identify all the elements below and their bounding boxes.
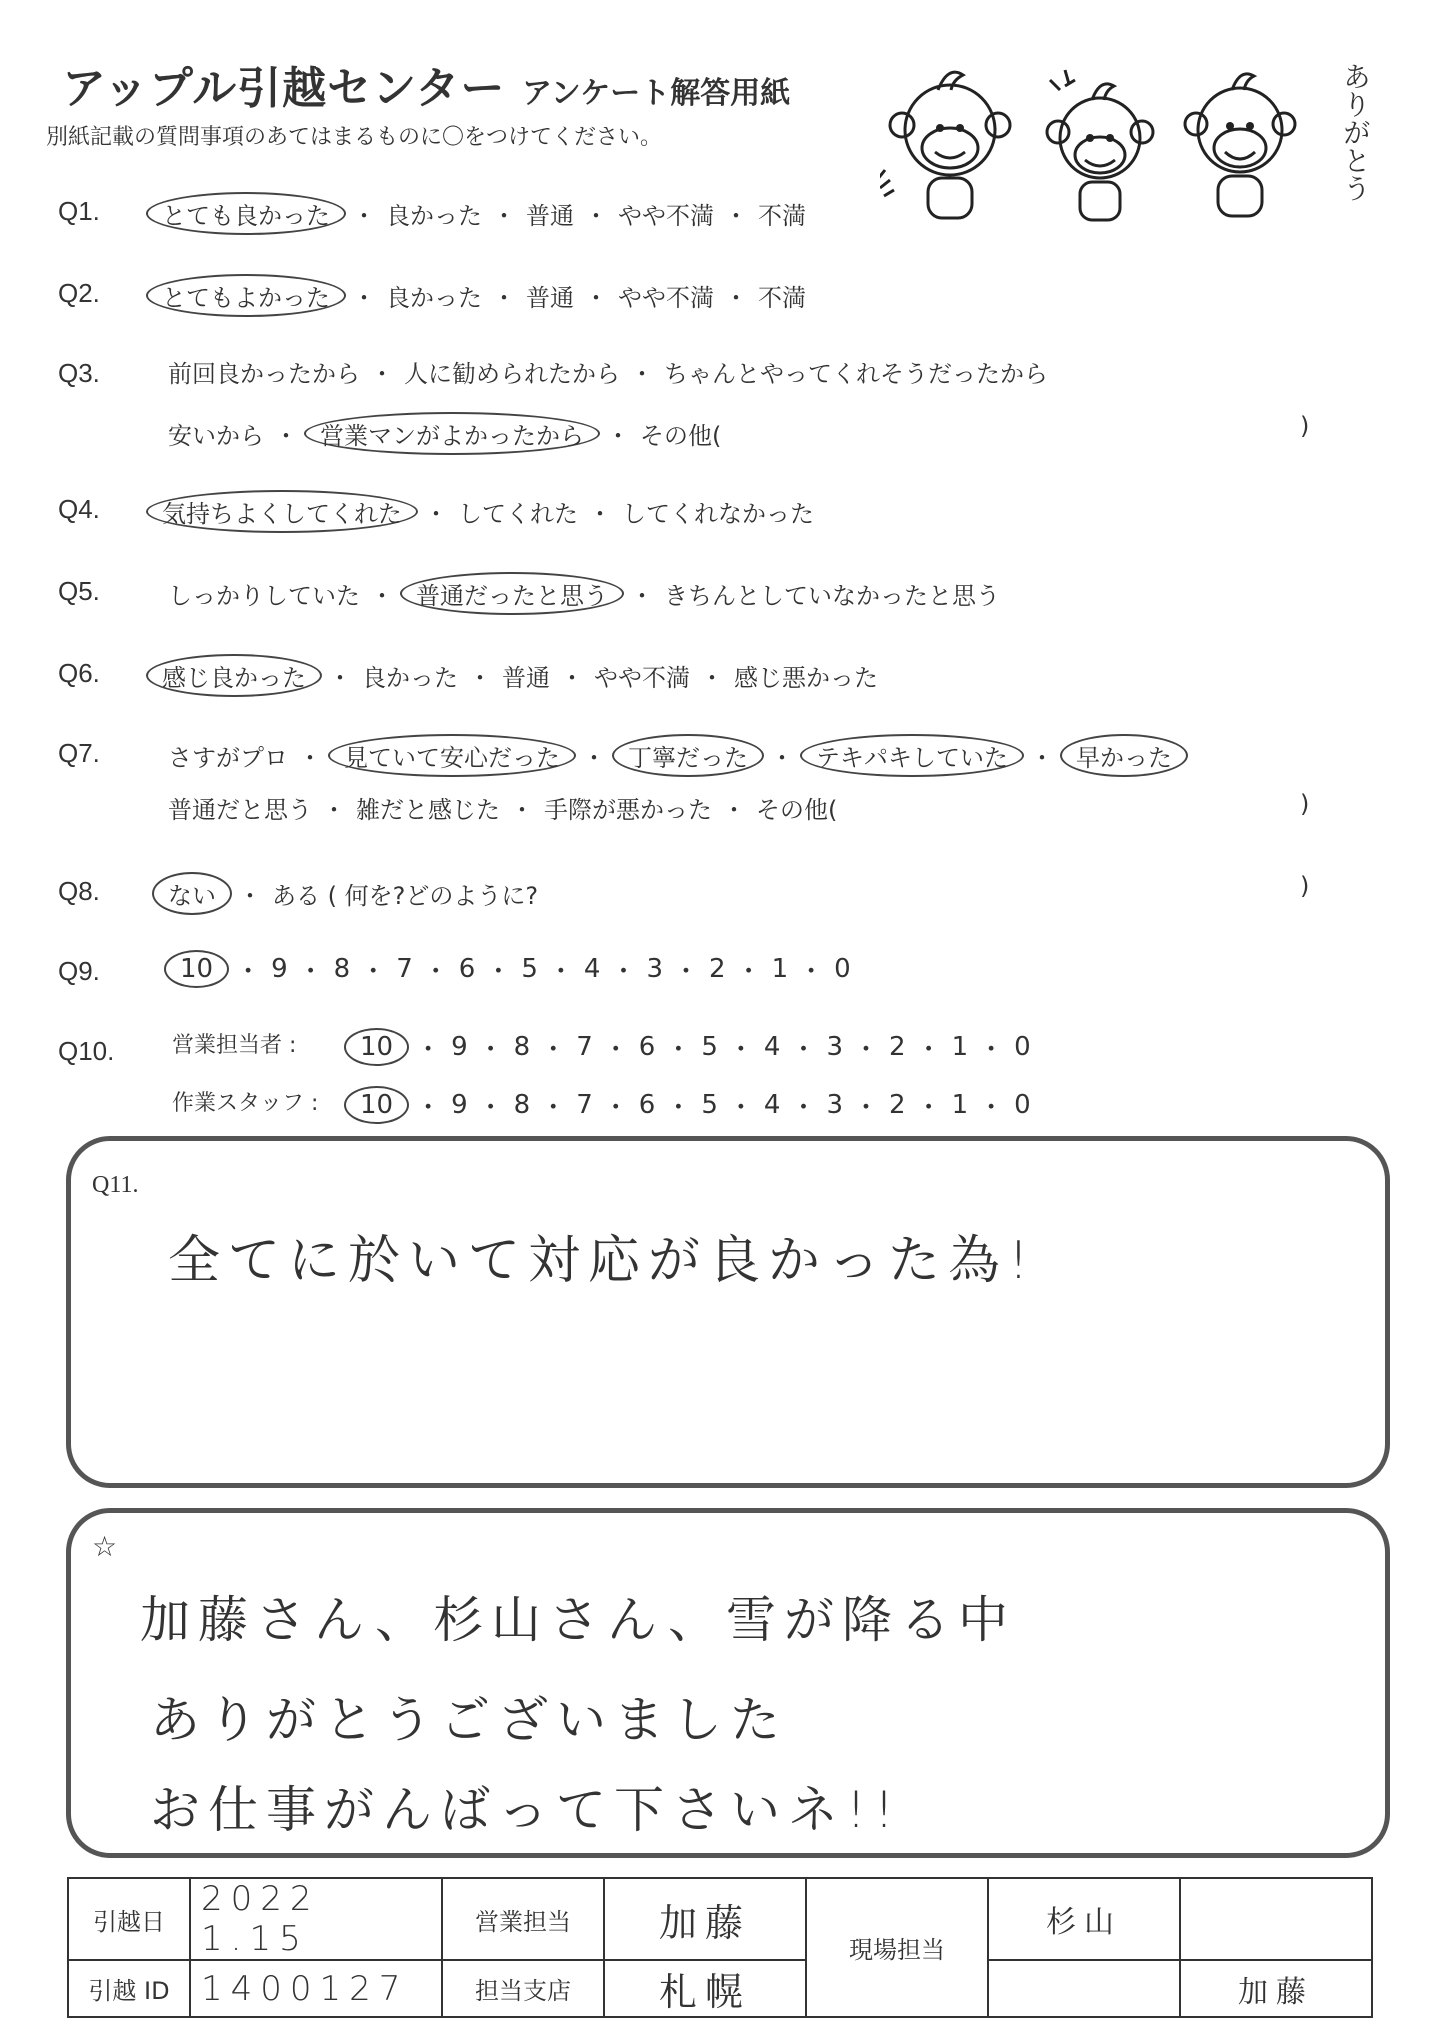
- mascot-monkeys-image: [880, 60, 1320, 230]
- q7-option-8[interactable]: 手際が悪かった: [544, 796, 712, 824]
- q10-staff-score-5[interactable]: 5: [701, 1090, 718, 1120]
- q10-sales-separator: ・: [790, 1034, 817, 1065]
- q3-option-other[interactable]: その他(: [640, 422, 722, 450]
- q9-score-10[interactable]: 10: [164, 950, 229, 988]
- q3-option-2[interactable]: 人に勧められたから: [404, 360, 620, 388]
- q10-sales-score-7[interactable]: 7: [576, 1032, 593, 1062]
- q4-option-3[interactable]: してくれなかった: [622, 500, 814, 528]
- move-id-value[interactable]: 1400127: [190, 1960, 442, 2017]
- move-id-label: 引越 ID: [68, 1960, 190, 2017]
- q2-option-3[interactable]: 普通: [526, 284, 574, 312]
- q7-option-2[interactable]: 見ていて安心だった: [328, 734, 576, 777]
- q10-staff-score-3[interactable]: 3: [826, 1090, 844, 1120]
- q10-staff-score-4[interactable]: 4: [763, 1090, 781, 1120]
- q10-staff-score-8[interactable]: 8: [513, 1090, 531, 1120]
- q9-separator: ・: [735, 956, 762, 987]
- q10-staff-separator: ・: [540, 1092, 567, 1123]
- q9-separator: ・: [798, 956, 825, 987]
- q7-option-7[interactable]: 雑だと感じた: [356, 796, 500, 824]
- q9-separator: ・: [547, 956, 574, 987]
- q10-sales-separator: ・: [415, 1034, 442, 1065]
- q9-separator: ・: [485, 956, 512, 987]
- q10-sales-score-4[interactable]: 4: [763, 1032, 781, 1062]
- q10-sales-score-10[interactable]: 10: [344, 1028, 409, 1066]
- field-staff-label: 現場担当: [806, 1878, 988, 2017]
- q4-label: Q4.: [58, 494, 100, 524]
- q10-staff-separator: ・: [853, 1092, 880, 1123]
- q10-staff-score-1[interactable]: 1: [951, 1090, 969, 1120]
- q9-separator: ・: [360, 956, 387, 987]
- q9-score-9[interactable]: 9: [271, 954, 288, 984]
- comment-line-1[interactable]: 加藤さん、杉山さん、雪が降る中: [140, 1591, 1016, 1649]
- q6-option-5[interactable]: 感じ悪かった: [734, 664, 878, 692]
- q2-label: Q2.: [58, 278, 100, 308]
- q9-separator: ・: [610, 956, 637, 987]
- q2-option-5[interactable]: 不満: [758, 284, 806, 312]
- q10-staff-score-2[interactable]: 2: [889, 1090, 906, 1120]
- q6-label: Q6.: [58, 658, 100, 688]
- q10-sales-score-1[interactable]: 1: [951, 1032, 969, 1062]
- q7-options-line2: 普通だと思う ・ 雑だと感じた ・ 手際が悪かった ・ その他(: [168, 790, 837, 825]
- q10-staff-score-9[interactable]: 9: [451, 1090, 468, 1120]
- q10-sales-score-9[interactable]: 9: [451, 1032, 468, 1062]
- q3-option-4[interactable]: 安いから: [168, 422, 264, 450]
- q6-options: 感じ良かった ・ 良かった ・ 普通 ・ やや不満 ・ 感じ悪かった: [150, 654, 878, 697]
- sales-label: 営業担当: [442, 1878, 604, 1960]
- q10-staff-separator: ・: [790, 1092, 817, 1123]
- q10-staff-scale: [348, 1086, 1031, 1124]
- company-name: アップル引越センター: [62, 63, 506, 114]
- q10-sales-score-6[interactable]: 6: [638, 1032, 656, 1062]
- q1-option-2[interactable]: 良かった: [386, 202, 482, 230]
- q9-separator: ・: [235, 956, 262, 987]
- q9-score-6[interactable]: 6: [458, 954, 476, 984]
- q10-staff-separator: ・: [978, 1092, 1005, 1123]
- q7-option-4[interactable]: テキパキしていた: [800, 734, 1024, 777]
- q10-staff-score-6[interactable]: 6: [638, 1090, 656, 1120]
- footer-table: [67, 1877, 1373, 2018]
- q10-sales-separator: ・: [915, 1034, 942, 1065]
- star-icon: ☆: [92, 1530, 118, 1563]
- q10-staff-separator: ・: [602, 1092, 629, 1123]
- q8-label: Q8.: [58, 876, 100, 906]
- q3-option-3[interactable]: ちゃんとやってくれそうだったから: [664, 360, 1048, 388]
- branch-label: 担当支店: [442, 1960, 604, 2017]
- field-staff-name-1[interactable]: 杉山: [988, 1878, 1180, 1960]
- q9-score-7[interactable]: 7: [396, 954, 413, 984]
- q10-label: Q10.: [58, 1036, 115, 1066]
- q7-close-paren: ): [1300, 790, 1310, 818]
- q6-option-3[interactable]: 普通: [502, 664, 550, 692]
- q3-options-line2: 安いから ・ 営業マンがよかったから ・ その他(: [168, 412, 721, 455]
- q10-staff-score-7[interactable]: 7: [576, 1090, 593, 1120]
- q3-close-paren: ): [1300, 412, 1310, 440]
- move-date-value[interactable]: 2022 1.15: [190, 1878, 442, 1960]
- q8-options: ない ・ ある ( 何を?どのように?: [156, 872, 538, 915]
- q7-option-6[interactable]: 普通だと思う: [168, 796, 312, 824]
- q9-separator: ・: [673, 956, 700, 987]
- q8-option-1[interactable]: ない: [152, 872, 232, 915]
- q9-score-8[interactable]: 8: [333, 954, 351, 984]
- mascot-caption: ありがとう: [1339, 62, 1372, 202]
- q9-score-0[interactable]: 0: [834, 954, 851, 984]
- q10-sales-separator: ・: [665, 1034, 692, 1065]
- q5-label: Q5.: [58, 576, 100, 606]
- q11-answer-text[interactable]: 全てに於いて対応が良かった為!: [168, 1231, 1037, 1291]
- q3-options-line1: 前回良かったから ・ 人に勧められたから ・ ちゃんとやってくれそうだったから: [168, 354, 1048, 389]
- form-title: アンケート解答用紙: [522, 76, 791, 111]
- q2-option-2[interactable]: 良かった: [386, 284, 482, 312]
- q1-option-1[interactable]: とても良かった: [146, 192, 346, 235]
- q9-separator: ・: [422, 956, 449, 987]
- q7-option-other[interactable]: その他(: [756, 796, 838, 824]
- q10-sales-score-0[interactable]: 0: [1014, 1032, 1031, 1062]
- q10-sales-separator: ・: [978, 1034, 1005, 1065]
- q10-sales-scale: [348, 1028, 1031, 1066]
- comment-line-2[interactable]: ありがとうございました: [150, 1691, 788, 1749]
- q8-close-paren: ): [1300, 872, 1310, 900]
- q5-option-1[interactable]: しっかりしていた: [168, 582, 360, 610]
- q5-option-2[interactable]: 普通だったと思う: [400, 572, 624, 615]
- q3-option-5[interactable]: 営業マンがよかったから: [304, 412, 600, 455]
- q4-option-1[interactable]: 気持ちよくしてくれた: [146, 490, 418, 533]
- q10-staff-separator: ・: [415, 1092, 442, 1123]
- q7-option-3[interactable]: 丁寧だった: [612, 734, 764, 777]
- q9-score-5[interactable]: 5: [521, 954, 538, 984]
- q7-option-5[interactable]: 早かった: [1060, 734, 1188, 777]
- q10-staff-separator: ・: [727, 1092, 754, 1123]
- q10-staff-score-0[interactable]: 0: [1014, 1090, 1031, 1120]
- q6-option-4[interactable]: やや不満: [594, 664, 690, 692]
- q7-options-line1: さすがプロ ・ 見ていて安心だった ・ 丁寧だった ・ テキパキしていた ・ 早かった: [168, 734, 1184, 777]
- q3-label: Q3.: [58, 358, 100, 388]
- q10-sales-score-3[interactable]: 3: [826, 1032, 844, 1062]
- q9-score-4[interactable]: 4: [583, 954, 601, 984]
- comment-line-3[interactable]: お仕事がんばって下さいネ!!: [150, 1781, 903, 1839]
- q7-option-1[interactable]: さすがプロ: [168, 744, 288, 772]
- q10-staff-separator: ・: [665, 1092, 692, 1123]
- q6-option-1[interactable]: 感じ良かった: [146, 654, 322, 697]
- q10-sales-separator: ・: [540, 1034, 567, 1065]
- q10-staff-separator: ・: [915, 1092, 942, 1123]
- instruction-text: 別紙記載の質問事項のあてはまるものに〇をつけてください。: [46, 125, 663, 150]
- branch-name[interactable]: 札幌: [604, 1960, 806, 2017]
- q4-options: 気持ちよくしてくれた ・ してくれた ・ してくれなかった: [150, 490, 814, 533]
- q10-staff-separator: ・: [477, 1092, 504, 1123]
- q9-score-1[interactable]: 1: [771, 954, 789, 984]
- q10-staff-label: 作業スタッフ :: [172, 1091, 319, 1116]
- q5-options: しっかりしていた ・ 普通だったと思う ・ きちんとしていなかったと思う: [168, 572, 1000, 615]
- q1-options: とても良かった ・ 良かった ・ 普通 ・ やや不満 ・ 不満: [150, 192, 806, 235]
- q10-sales-separator: ・: [727, 1034, 754, 1065]
- q1-label: Q1.: [58, 196, 100, 226]
- q9-scale: [168, 950, 851, 988]
- q6-option-2[interactable]: 良かった: [362, 664, 458, 692]
- q3-option-1[interactable]: 前回良かったから: [168, 360, 360, 388]
- field-staff-empty-cell-2[interactable]: [988, 1960, 1180, 2017]
- q9-separator: ・: [297, 956, 324, 987]
- move-date-label: 引越日: [68, 1878, 190, 1960]
- field-staff-name-2[interactable]: 加藤: [1180, 1960, 1372, 2017]
- q8-option-2[interactable]: ある ( 何を?どのように?: [272, 882, 539, 910]
- q2-option-4[interactable]: やや不満: [618, 284, 714, 312]
- q10-sales-score-5[interactable]: 5: [701, 1032, 718, 1062]
- q9-score-3[interactable]: 3: [646, 954, 664, 984]
- q1-option-3[interactable]: 普通: [526, 202, 574, 230]
- q10-sales-score-2[interactable]: 2: [889, 1032, 906, 1062]
- q2-option-1[interactable]: とてもよかった: [146, 274, 346, 317]
- q10-sales-separator: ・: [477, 1034, 504, 1065]
- sales-name[interactable]: 加藤: [604, 1878, 806, 1960]
- field-staff-empty-cell[interactable]: [1180, 1878, 1372, 1960]
- q9-label: Q9.: [58, 956, 100, 986]
- q4-option-2[interactable]: してくれた: [458, 500, 578, 528]
- q7-label: Q7.: [58, 738, 100, 768]
- q10-sales-label: 営業担当者 :: [172, 1033, 297, 1058]
- q10-sales-score-8[interactable]: 8: [513, 1032, 531, 1062]
- q11-label: Q11.: [92, 1172, 139, 1198]
- q11-answer-box: [66, 1136, 1390, 1488]
- q10-sales-separator: ・: [602, 1034, 629, 1065]
- q1-option-4[interactable]: やや不満: [618, 202, 714, 230]
- q5-option-3[interactable]: きちんとしていなかったと思う: [664, 582, 1000, 610]
- q2-options: とてもよかった ・ 良かった ・ 普通 ・ やや不満 ・ 不満: [150, 274, 806, 317]
- q1-option-5[interactable]: 不満: [758, 202, 806, 230]
- q9-score-2[interactable]: 2: [709, 954, 726, 984]
- q10-staff-score-10[interactable]: 10: [344, 1086, 409, 1124]
- q10-sales-separator: ・: [853, 1034, 880, 1065]
